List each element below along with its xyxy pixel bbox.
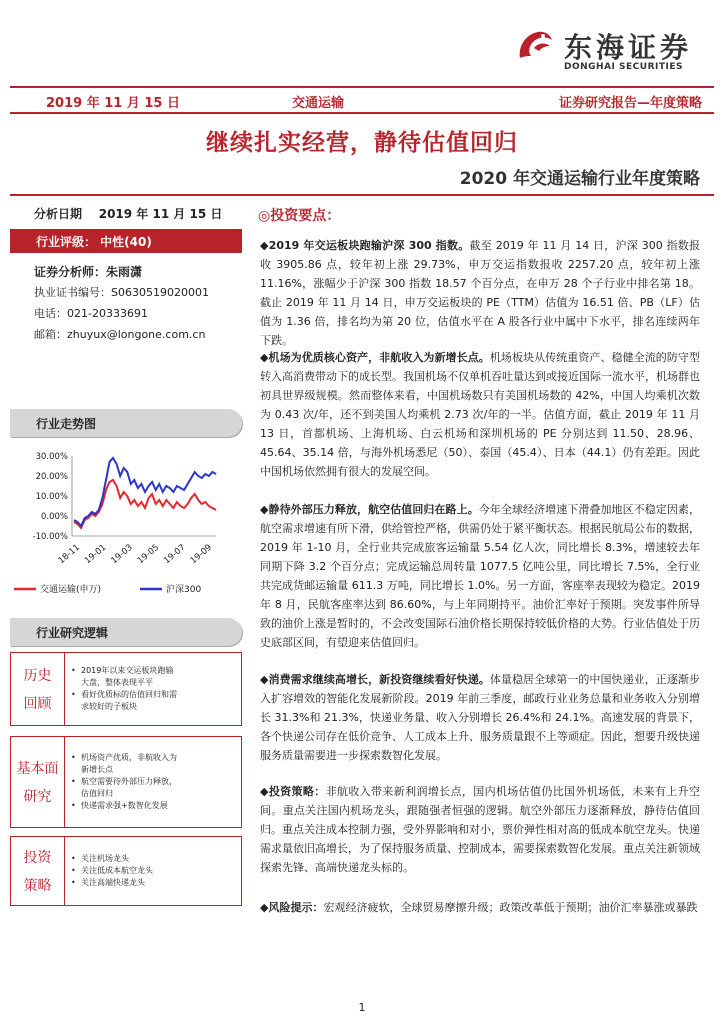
report-date: 2019 年 11 月 15 日 [46,96,180,111]
paragraph-lead: ◆2019 年交运板块跑输沪深 300 指数。 [260,239,470,252]
logic-label-top: 投资 [23,850,52,866]
logic-list [71,737,181,827]
paragraph-5 [260,782,700,877]
y-tick-label: 0.00% [40,512,68,522]
analysis-date [34,205,222,222]
report-sector: 交通运输 [292,96,345,111]
logic-label-top: 基本面 [16,761,59,777]
company-logo [512,24,702,72]
x-tick-label: 19-05 [135,542,162,567]
paragraph-body: 宏观经济疲软，全球贸易摩擦升级；政策改革低于预期；油价汇率暴涨或暴跌 [323,901,698,914]
logic-list [71,837,181,905]
logic-label-bottom: 研究 [23,789,52,805]
logic-item: • 2019年以来交运板块跑输大盘，整体表现平平 [71,665,181,689]
logic-section-header: 行业研究逻辑 [10,618,242,646]
investment-highlights-heading: ◎投资要点： [258,208,341,224]
paragraph-body: 机场板块从传统重资产、稳健全流的防守型转入高消费带动下的成长型。我国机场不仅单机吞吐量达到或接近国际一流水平，机场群也初具世界级规模。然而整体来看，中国机场数只有美国机场数的 42%，中国人均乘机次数为 0.43 次/年，还不到美国人均乘机 2.73 次/年的一半。估值方面，截止 2019 年 11 月 13 日，首都机场、上海机场、白云机场和深圳机场的 PE 分别达到 11.50、28.96、45.64、35.14 倍，与海外机场悉尼（50）、泰国（45.4）、日本（44.1）仍有差距。因此中国机场依然拥有很大的发展空间。 [260,351,700,478]
paragraph-2 [260,348,700,481]
logic-list [71,653,181,725]
logic-item: • 航空需要待外部压力释放，估值回归 [71,776,181,800]
paragraph-lead: ◆机场为优质核心资产，非航收入为新增长点。 [260,351,490,364]
y-tick-label: 10.00% [35,492,68,502]
paragraph-1 [260,236,700,350]
analysis-date-value: 2019 年 11 月 15 日 [98,207,223,221]
report-header-bar [10,86,714,114]
logic-item: • 关注高端快递龙头 [71,877,181,889]
paragraph-6 [260,898,700,917]
logic-box-history [10,652,242,726]
paragraph-body: 体量稳居全球第一的中国快递业，正逐渐步入扩容增效的智能化发展新阶段。2019 年前三季度，邮政行业业务总量和业务收入分别增长 31.3%和 21.3%，快递业务量、收入分别增长 26.4%和 24.1%。高速发展的背景下，各个快递公司存在低价竞争、人工成本上升、服务质量跟不上等顽症。因此，想要升级快递服务质量需要进一步探索数智化发展。 [260,673,700,762]
email-address: 邮箱：zhuyux@longone.com.cn [34,328,206,341]
legend-label: 沪深300 [166,585,202,595]
report-type: 证券研究报告—年度策略 [558,96,702,111]
page-number: 1 [358,1001,366,1014]
y-tick-label: 20.00% [35,472,68,482]
brand-name-en: DONGHAI SECURITIES [564,62,683,72]
logic-label-bottom: 策略 [23,878,52,894]
paragraph-body: 非航收入带来新利润增长点，国内机场估值仍比国外机场低，未来有上升空间。重点关注国内机场龙头，跟随强者恒强的逻辑。航空外部压力逐渐释放，静待估值回归。重点关注成本控制力强，受外界影响和对小，票价弹性相对高的低成本航空龙头。快递需求量依旧高增长，为了保持服务质量、控制成本，需要探索数智化发展。重点关注新领域探索先锋、高端快递龙头标的。 [260,785,701,874]
trend-section-header: 行业走势图 [10,409,242,437]
paragraph-4 [260,670,700,765]
x-tick-label: 19-01 [82,542,109,567]
analyst-name: 证券分析师：朱雨潇 [34,265,143,279]
x-tick-label: 18-11 [56,542,82,567]
x-tick-label: 19-03 [109,542,135,567]
paragraph-3 [260,500,700,652]
analysis-date-label: 分析日期 [34,207,83,221]
logic-label-bottom: 回顾 [23,696,52,712]
logic-item: • 看好优质标的估值回归和需求较好的子板块 [71,689,181,713]
report-title: 继续扎实经营，静待估值回归 [206,130,518,156]
brand-name-cn: 东海证券 [564,31,693,64]
logic-item: • 机场资产优质，非航收入为新增长点 [71,752,181,776]
logic-box-fundamentals [10,736,242,828]
title-divider [10,194,714,196]
x-tick-label: 19-07 [162,542,188,567]
x-tick-label: 19-09 [188,542,214,567]
legend-label: 交通运输(申万) [40,585,102,595]
logic-item: • 关注机场龙头 [71,853,181,865]
logic-label-top: 历史 [23,668,52,684]
industry-rating: 行业评级： 中性(40) [10,229,242,253]
paragraph-lead: ◆静待外部压力释放，航空估值回归在路上。 [260,503,479,516]
paragraph-lead: ◆消费需求继续高增长，新投资继续看好快递。 [260,673,490,686]
y-tick-label: 30.00% [35,452,68,462]
logic-box-strategy [10,836,242,906]
paragraph-body: 今年全球经济增速下滑叠加地区不稳定因素，航空需求增速有所下滑，供给管控严格，供需仍处于紧平衡状态。根据民航局公布的数据，2019 年 1-10 月，全行业共完成旅客运输量 5.54 亿人次，同比增长 8.3%，增速较去年同期下降 3.2 个百分点；完成运输总周转量 1077.5 亿吨公里，同比增长 7.5%，全行业共完成货邮运输量 611.3 万吨，同比增长 1.0%。另一方面，客座率表现较为稳定。2019 年 8 月，民航客座率达到 86.60%，与上年同期持平。油价汇率好于预期。突发事件所导致的油价上涨是暂时的，不会改变国际石油价格长期保持较低价格的大势。行业估值处于历史底部区间，有望迎来估值回归。 [260,503,700,649]
y-tick-label: -10.00% [32,532,68,542]
industry-trend-chart [10,444,242,604]
paragraph-lead: ◆投资策略： [260,785,326,798]
paragraph-body: 截至 2019 年 11 月 14 日，沪深 300 指数报收 3905.86 点，较年初上涨 29.73%，申万交运指数报收 2257.20 点，较年初上涨 11.16%，涨幅少于沪深 300 指数 18.57 个百分点，在申万 28 个子行业中排名第 18。截止 2019 年 11 月 14 日，申万交运板块的 PE（TTM）估值为 16.51 倍、PB（LF）估值为 1.36 倍，排名均为第 20 位，估值水平在 A 股各行业中属中下水平，排名连续两年下跌。 [260,239,700,347]
dragon-emblem-icon [512,24,556,68]
report-subtitle: 2020 年交通运输行业年度策略 [459,169,700,189]
phone-number: 电话：021-20333691 [34,307,148,320]
logic-item: • 快递需求强+数智化发展 [71,800,181,812]
paragraph-lead: ◆风险提示： [260,901,324,914]
series-line-transport [74,480,216,528]
logic-item: • 关注低成本航空龙头 [71,865,181,877]
cert-number: 执业证书编号：S0630519020001 [34,286,209,299]
